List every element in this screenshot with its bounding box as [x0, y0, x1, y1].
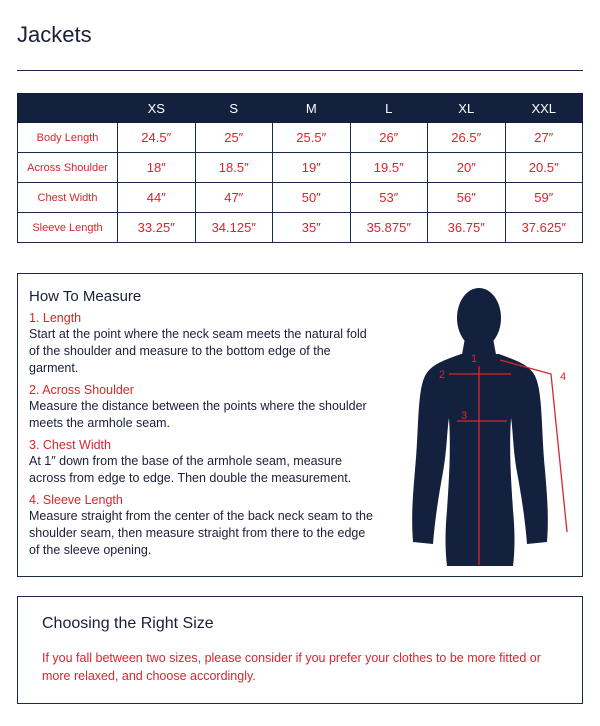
table-header-cell: XS — [118, 94, 196, 123]
table-cell: 18.5″ — [195, 153, 273, 183]
table-cell: 53″ — [350, 183, 428, 213]
table-header-cell: XL — [428, 94, 506, 123]
table-cell: 34.125″ — [195, 213, 273, 243]
table-header-cell: L — [350, 94, 428, 123]
table-row — [18, 153, 583, 183]
table-cell: 56″ — [428, 183, 506, 213]
table-cell: 59″ — [505, 183, 583, 213]
table-cell: 18″ — [118, 153, 196, 183]
step-body-across-shoulder: Measure the distance between the points where the shoulder meets the armhole seam. — [29, 399, 367, 430]
table-header-row — [18, 94, 583, 123]
step-title-length: 1. Length — [29, 311, 82, 325]
size-chart-table — [17, 93, 583, 243]
step-body-length: Start at the point where the neck seam meets the natural fold of the shoulder and measure to the bottom edge of the garment. — [29, 327, 367, 375]
how-to-measure-title: How To Measure — [29, 288, 142, 305]
table-cell: 20.5″ — [505, 153, 583, 183]
choosing-size-text: If you fall between two sizes, please consider if you prefer your clothes to be more fitted or more relaxed, and choose accordingly. — [42, 651, 541, 683]
table-cell: 19″ — [273, 153, 351, 183]
table-row — [18, 213, 583, 243]
table-cell: 25″ — [195, 123, 273, 153]
table-cell: 33.25″ — [118, 213, 196, 243]
table-header-cell: XXL — [505, 94, 583, 123]
table-cell: 37.625″ — [505, 213, 583, 243]
step-body-sleeve-length: Measure straight from the center of the back neck seam to the shoulder seam, then measure straight from there to the edge of the sleeve opening. — [29, 509, 373, 557]
table-cell: 26″ — [350, 123, 428, 153]
row-label: Body Length — [18, 123, 118, 153]
table-header-cell: M — [273, 94, 351, 123]
table-header-cell — [18, 94, 118, 123]
table-cell: 44″ — [118, 183, 196, 213]
step-title-sleeve-length: 4. Sleeve Length — [29, 493, 123, 507]
table-row — [18, 183, 583, 213]
table-cell: 25.5″ — [273, 123, 351, 153]
step-title-across-shoulder: 2. Across Shoulder — [29, 383, 134, 397]
table-cell: 26.5″ — [428, 123, 506, 153]
table-cell: 35.875″ — [350, 213, 428, 243]
torso-silhouette-icon — [412, 288, 548, 566]
step-title-chest-width: 3. Chest Width — [29, 438, 111, 452]
figure-label-2: 2 — [439, 369, 446, 381]
table-cell: 50″ — [273, 183, 351, 213]
how-to-measure-panel — [17, 273, 583, 577]
table-cell: 27″ — [505, 123, 583, 153]
row-label: Sleeve Length — [18, 213, 118, 243]
table-cell: 47″ — [195, 183, 273, 213]
table-cell: 20″ — [428, 153, 506, 183]
table-cell: 24.5″ — [118, 123, 196, 153]
table-cell: 35″ — [273, 213, 351, 243]
figure-label-3: 3 — [461, 410, 468, 422]
step-body-chest-width: At 1″ down from the base of the armhole seam, measure across from edge to edge. Then double the measurement. — [29, 454, 352, 485]
table-header-cell: S — [195, 94, 273, 123]
choosing-size-panel — [17, 596, 583, 704]
row-label: Chest Width — [18, 183, 118, 213]
row-label: Across Shoulder — [18, 153, 118, 183]
table-cell: 19.5″ — [350, 153, 428, 183]
choosing-size-title: Choosing the Right Size — [42, 615, 214, 632]
title-divider — [17, 70, 583, 71]
table-cell: 36.75″ — [428, 213, 506, 243]
measure-steps — [29, 310, 374, 564]
page-title: Jackets — [17, 22, 92, 47]
figure-label-4: 4 — [560, 371, 567, 383]
table-row — [18, 123, 583, 153]
body-silhouette-figure — [403, 280, 583, 570]
figure-label-1: 1 — [471, 353, 478, 365]
